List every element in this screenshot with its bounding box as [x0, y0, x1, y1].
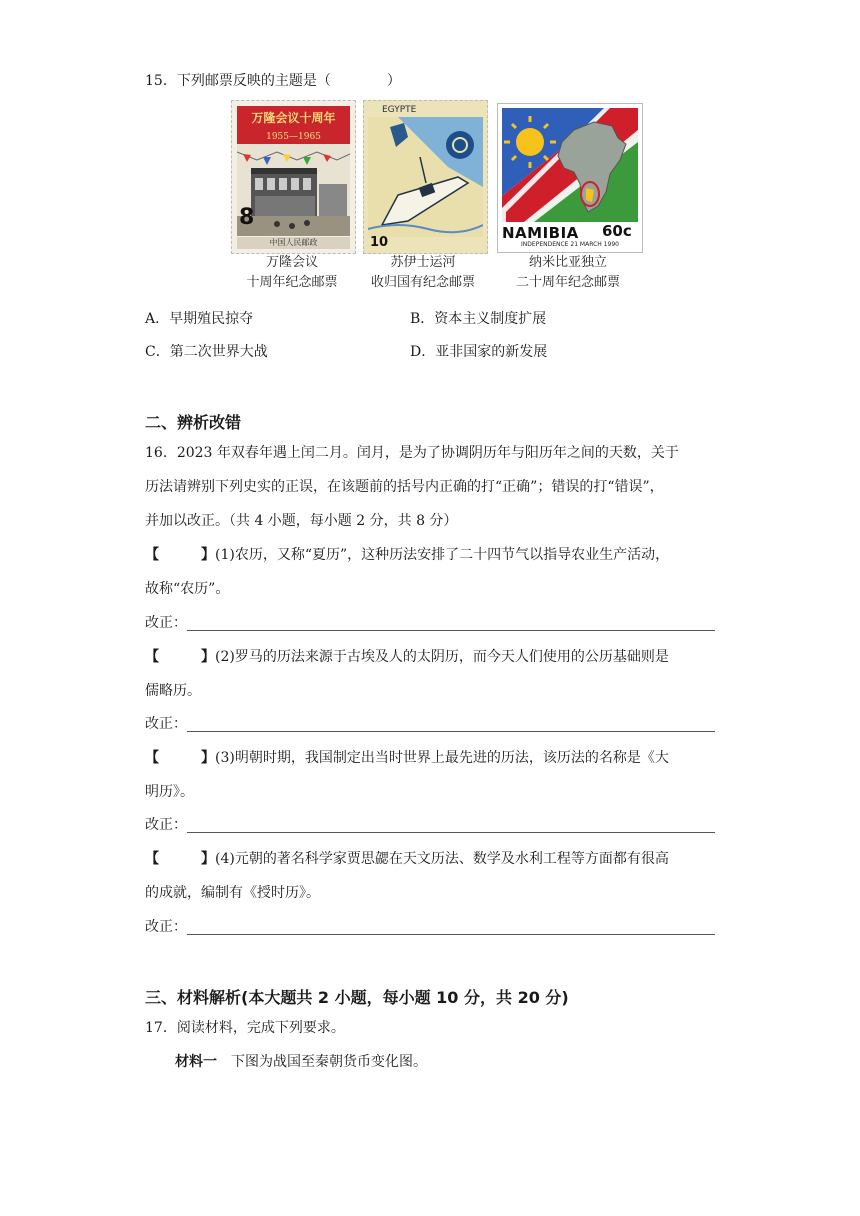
correction-answer-line[interactable] [187, 934, 715, 935]
option-b[interactable]: B．资本主义制度扩展 [410, 311, 547, 327]
judgement-item-4 [145, 849, 669, 869]
stamp-value: 60c [602, 222, 632, 240]
stamp-caption-3 [493, 253, 643, 293]
correction-label: 改正： [145, 716, 187, 732]
judgement-statement-continued: 明历》。 [145, 784, 194, 800]
stamp-caption-line: 万隆会议 [265, 255, 318, 270]
judgement-statement: (4)元朝的著名科学家贾思勰在天文历法、数学及水利工程等方面都有很高 [215, 851, 669, 867]
ship-illustration [368, 117, 483, 237]
stamp-caption-line: 十周年纪念邮票 [246, 275, 338, 290]
correction-answer-line[interactable] [187, 630, 715, 631]
bandung-conference-stamp [231, 100, 356, 254]
correction-label: 改正： [145, 919, 187, 935]
correction-answer-line[interactable] [187, 832, 715, 833]
section-2-title: 二、辨析改错 [145, 413, 242, 432]
option-a[interactable]: A．早期殖民掠夺 [145, 311, 254, 327]
stamp-country: 中国人民邮政 [237, 237, 350, 249]
answer-bracket-close: 】 [201, 851, 215, 867]
stamp-value: 10 [370, 235, 389, 250]
answer-bracket[interactable]: 【 [145, 649, 159, 665]
answer-bracket[interactable]: 【 [145, 851, 159, 867]
option-d[interactable]: D．亚非国家的新发展 [410, 344, 548, 360]
section-3-title: 三、材料解析(本大题共 2 小题，每小题 10 分，共 20 分) [145, 988, 569, 1007]
material-text: 下图为战国至秦朝货币变化图。 [231, 1054, 427, 1070]
stamp-caption-1 [217, 253, 367, 293]
judgement-statement: (1)农历，又称“夏历”，这种历法安排了二十四节气以指导农业生产活动， [215, 547, 670, 563]
material-label: 材料一 [175, 1054, 217, 1070]
answer-bracket[interactable]: 【 [145, 547, 159, 563]
suez-canal-stamp [363, 100, 488, 254]
stamp-footer: INDEPENDENCE 21 MARCH 1990 [521, 241, 619, 248]
stamp-years: 1955—1965 [237, 130, 350, 144]
answer-bracket-close: 】 [201, 649, 215, 665]
question-16-intro-line: 历法请辨别下列史实的正误，在该题前的括号内正确的打“正确”；错误的打“错误”， [145, 479, 664, 495]
correction-label: 改正： [145, 615, 187, 631]
question-16-intro-line: 并加以改正。（共 4 小题，每小题 2 分，共 8 分） [145, 513, 458, 529]
stamp-header: 万隆会议十周年 [237, 106, 350, 130]
stamp-caption-line: 苏伊士运河 [390, 255, 456, 270]
question-16-intro-line: 16．2023 年双春年遇上闰二月。闰月，是为了协调阴历年与阳历年之间的天数，关于 [145, 445, 679, 461]
answer-bracket-close: 】 [201, 750, 215, 766]
stamp-caption-line: 收归国有纪念邮票 [370, 275, 475, 290]
judgement-statement: (3)明朝时期，我国制定出当时世界上最先进的历法，该历法的名称是《大 [215, 750, 669, 766]
judgement-item-3 [145, 748, 669, 768]
answer-bracket[interactable]: 【 [145, 750, 159, 766]
stamp-header: EGYPTE [382, 105, 417, 115]
answer-bracket-close: 】 [201, 547, 215, 563]
material-1 [175, 1052, 427, 1072]
judgement-statement-continued: 儒略历。 [145, 683, 201, 699]
judgement-item-2 [145, 647, 669, 667]
stamp-caption-2 [348, 253, 498, 293]
stamp-value: 8 [239, 205, 255, 230]
namibia-flag-illustration [502, 108, 638, 222]
namibia-independence-stamp [497, 103, 643, 253]
stamp-caption-line: 二十周年纪念邮票 [515, 275, 620, 290]
option-c[interactable]: C．第二次世界大战 [145, 344, 268, 360]
judgement-statement-continued: 故称“农历”。 [145, 581, 230, 597]
judgement-statement: (2)罗马的历法来源于古埃及人的太阴历，而今天人们使用的公历基础则是 [215, 649, 669, 665]
judgement-item-1 [145, 545, 669, 565]
correction-answer-line[interactable] [187, 731, 715, 732]
stamp-header: NAMIBIA [502, 224, 579, 242]
question-15-text: 15．下列邮票反映的主题是（ ） [145, 73, 401, 89]
stamp-caption-line: 纳米比亚独立 [528, 255, 607, 270]
correction-label: 改正： [145, 817, 187, 833]
judgement-statement-continued: 的成就，编制有《授时历》。 [145, 885, 320, 901]
question-17-text: 17．阅读材料，完成下列要求。 [145, 1020, 345, 1036]
